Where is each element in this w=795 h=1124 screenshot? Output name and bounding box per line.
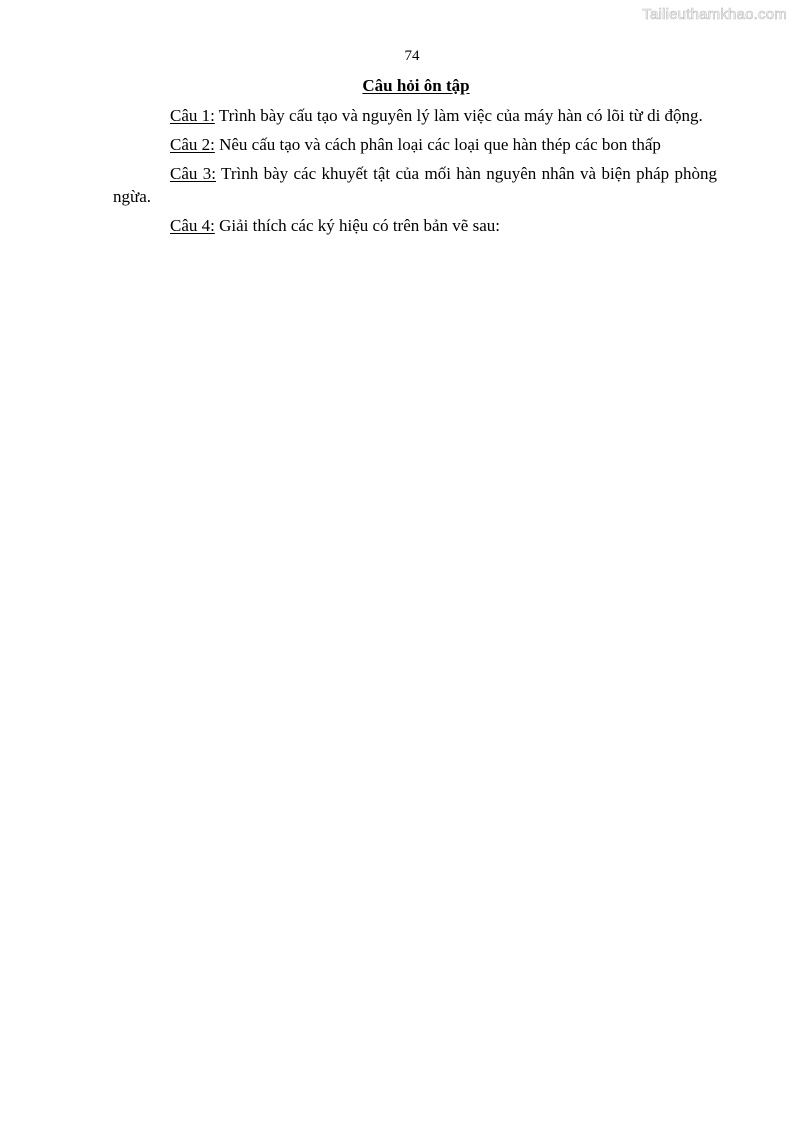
question-3 xyxy=(113,162,717,208)
question-2 xyxy=(113,133,717,156)
question-label: Câu 3: xyxy=(170,164,216,183)
question-1 xyxy=(113,104,717,127)
watermark: Tailieuthamkhao.com xyxy=(642,6,787,23)
question-text: Trình bày các khuyết tật của mối hàn nguyên nhân và biện pháp phòng ngừa. xyxy=(113,164,717,206)
question-4 xyxy=(113,214,717,237)
question-text: Giải thích các ký hiệu có trên bản vẽ sau: xyxy=(214,216,500,235)
page-number: 74 xyxy=(404,48,420,64)
section-heading: Câu hỏi ôn tập xyxy=(362,76,470,95)
question-text: Nêu cấu tạo và cách phân loại các loại que hàn thép các bon thấp xyxy=(214,135,661,154)
question-list xyxy=(113,104,717,243)
question-text: Trình bày cấu tạo và nguyên lý làm việc của máy hàn có lõi từ di động. xyxy=(214,106,703,125)
question-label: Câu 2: xyxy=(170,135,215,154)
question-label: Câu 4: xyxy=(170,216,215,235)
question-label: Câu 1: xyxy=(170,106,215,125)
